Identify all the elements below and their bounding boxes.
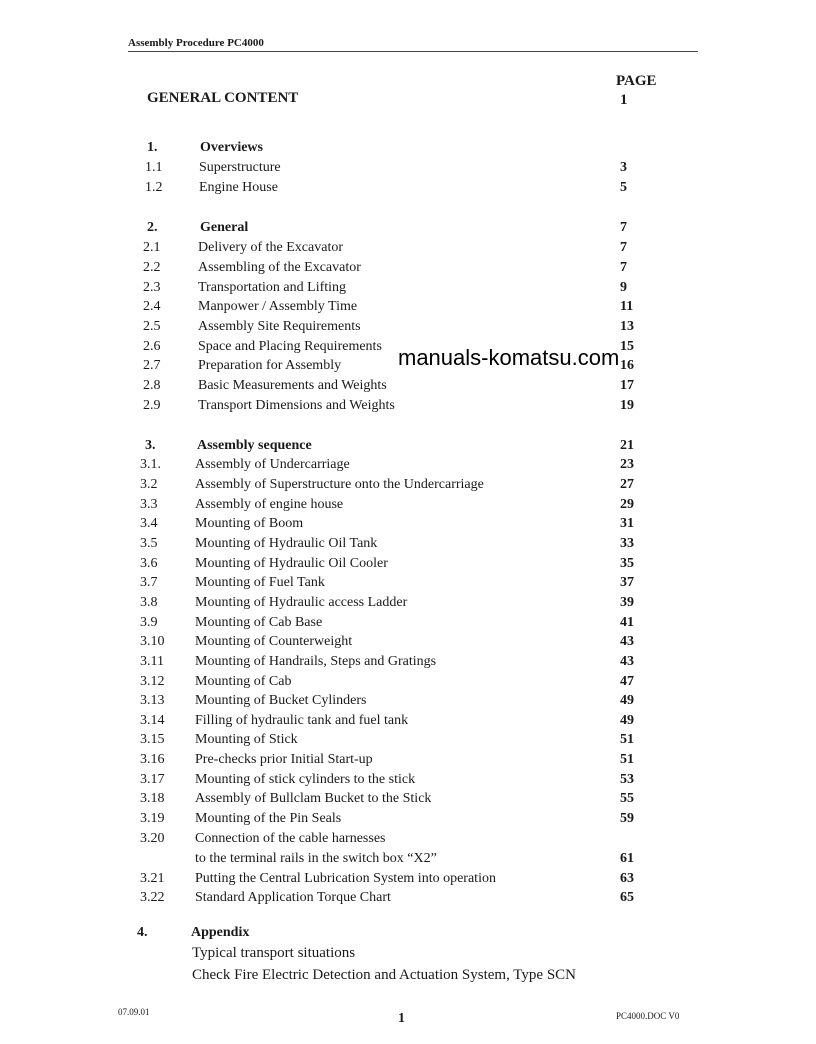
toc-title: Overviews <box>200 140 263 155</box>
page-column-label: PAGE <box>616 73 657 89</box>
toc-number: 3.12 <box>140 674 165 689</box>
toc-number: 2.8 <box>143 378 161 393</box>
toc-page: 33 <box>620 536 634 551</box>
toc-entry <box>0 555 816 573</box>
toc-entry <box>0 239 816 257</box>
general-content-title: GENERAL CONTENT <box>147 90 299 106</box>
toc-title: Mounting of Stick <box>195 732 298 747</box>
section-heading <box>0 139 816 157</box>
toc-number: 3.6 <box>140 556 158 571</box>
toc-title: Manpower / Assembly Time <box>198 299 358 314</box>
toc-number: 2.6 <box>143 339 161 354</box>
toc-number: 2.5 <box>143 319 161 334</box>
toc-entry <box>0 259 816 277</box>
toc-number: 2.4 <box>143 299 161 314</box>
toc-entry <box>0 456 816 474</box>
toc-page: 7 <box>620 220 627 235</box>
toc-page: 19 <box>620 398 634 413</box>
toc-number: 3.14 <box>140 713 165 728</box>
footer-date: 07.09.01 <box>118 1007 150 1017</box>
toc-page: 17 <box>620 378 634 393</box>
toc-page: 31 <box>620 516 634 531</box>
toc-number: 2.3 <box>143 280 161 295</box>
toc-title: Standard Application Torque Chart <box>195 890 391 905</box>
toc-entry <box>0 377 816 395</box>
toc-number: 3.1. <box>140 457 161 472</box>
toc-title: Mounting of Counterweight <box>195 634 353 649</box>
toc-title: Engine House <box>199 180 278 195</box>
header-title: Assembly Procedure PC4000 <box>128 37 264 49</box>
toc-title: Check Fire Electric Detection and Actuation System, Type SCN <box>192 967 577 983</box>
header-rule <box>128 51 698 52</box>
toc-entry <box>0 692 816 710</box>
toc-title: Mounting of Cab Base <box>195 615 323 630</box>
toc-page: 61 <box>620 851 634 866</box>
toc-page: 43 <box>620 654 634 669</box>
toc-entry <box>0 614 816 632</box>
toc-title: Mounting of Cab <box>195 674 292 689</box>
toc-number: 2.9 <box>143 398 161 413</box>
toc-title: Assembly of Superstructure onto the Undercarriage <box>195 477 484 492</box>
toc-page: 15 <box>620 339 634 354</box>
toc-title: Mounting of Hydraulic Oil Cooler <box>195 556 388 571</box>
toc-number: 3.9 <box>140 615 158 630</box>
toc-number: 3.22 <box>140 890 165 905</box>
toc-page: 39 <box>620 595 634 610</box>
toc-title: Transport Dimensions and Weights <box>198 398 395 413</box>
toc-title: to the terminal rails in the switch box “X2” <box>195 851 437 866</box>
toc-number: 3.19 <box>140 811 165 826</box>
toc-page: 51 <box>620 732 634 747</box>
toc-page: 7 <box>620 260 627 275</box>
toc-title: Mounting of Hydraulic access Ladder <box>195 595 408 610</box>
toc-number: 4. <box>137 925 148 940</box>
toc-entry <box>0 673 816 691</box>
toc-entry <box>0 889 816 907</box>
toc-page: 13 <box>620 319 634 334</box>
watermark-text[interactable]: manuals-komatsu.com <box>398 345 620 370</box>
toc-entry <box>0 633 816 651</box>
toc-title: Mounting of Hydraulic Oil Tank <box>195 536 378 551</box>
toc-page: 5 <box>620 180 627 195</box>
toc-entry <box>0 298 816 316</box>
toc-entry <box>0 653 816 671</box>
toc-number: 3. <box>145 438 156 453</box>
toc-entry <box>0 476 816 494</box>
toc-title: Pre-checks prior Initial Start-up <box>195 752 373 767</box>
toc-title: Mounting of Boom <box>195 516 304 531</box>
toc-number: 3.11 <box>140 654 164 669</box>
toc-title: Assembly of Bullclam Bucket to the Stick <box>195 791 432 806</box>
toc-page: 65 <box>620 890 634 905</box>
toc-number: 3.10 <box>140 634 165 649</box>
toc-entry <box>0 850 816 868</box>
toc-page: 29 <box>620 497 634 512</box>
toc-page: 35 <box>620 556 634 571</box>
toc-title: Mounting of the Pin Seals <box>195 811 342 826</box>
toc-page: 41 <box>620 615 634 630</box>
toc-entry <box>0 771 816 789</box>
toc-title: Mounting of stick cylinders to the stick <box>195 772 416 787</box>
general-content-page: 1 <box>620 92 628 108</box>
toc-page: 43 <box>620 634 634 649</box>
footer-doc-ref: PC4000.DOC V0 <box>616 1011 680 1021</box>
toc-number: 3.16 <box>140 752 165 767</box>
section-heading <box>0 924 816 942</box>
toc-entry <box>0 830 816 848</box>
toc-title: Assembly of engine house <box>195 497 344 512</box>
toc-number: 2.7 <box>143 358 161 373</box>
toc-entry <box>0 731 816 749</box>
toc-title: Assembling of the Excavator <box>198 260 361 275</box>
toc-title: Assembly of Undercarriage <box>195 457 350 472</box>
toc-entry <box>0 810 816 828</box>
toc-number: 2.2 <box>143 260 161 275</box>
toc-page: 21 <box>620 438 634 453</box>
toc-number: 2. <box>147 220 158 235</box>
toc-title: General <box>200 220 249 235</box>
toc-entry <box>0 594 816 612</box>
toc-title: Transportation and Lifting <box>198 280 347 295</box>
toc-entry <box>0 574 816 592</box>
toc-entry <box>0 515 816 533</box>
toc-number: 3.18 <box>140 791 165 806</box>
toc-title: Delivery of the Excavator <box>198 240 343 255</box>
toc-number: 3.4 <box>140 516 158 531</box>
toc-title: Assembly Site Requirements <box>198 319 361 334</box>
toc-entry <box>0 944 816 962</box>
toc-title: Space and Placing Requirements <box>198 339 382 354</box>
toc-entry <box>0 535 816 553</box>
toc-title: Preparation for Assembly <box>198 358 342 373</box>
toc-page: 59 <box>620 811 634 826</box>
toc-number: 3.20 <box>140 831 165 846</box>
toc-page: 49 <box>620 713 634 728</box>
toc-number: 3.7 <box>140 575 158 590</box>
toc-page: 16 <box>620 358 634 373</box>
toc-number: 1. <box>147 140 158 155</box>
toc-title: Mounting of Fuel Tank <box>195 575 325 590</box>
toc-page: 53 <box>620 772 634 787</box>
toc-page: 37 <box>620 575 634 590</box>
toc-page: 51 <box>620 752 634 767</box>
toc-number: 3.21 <box>140 871 165 886</box>
toc-title: Putting the Central Lubrication System into operation <box>195 871 496 886</box>
toc-entry <box>0 279 816 297</box>
toc-page: 11 <box>620 299 634 314</box>
toc-title: Typical transport situations <box>192 945 356 961</box>
toc-entry <box>0 318 816 336</box>
toc-title: Assembly sequence <box>197 438 312 453</box>
toc-entry <box>0 496 816 514</box>
toc-entry <box>0 751 816 769</box>
toc-title: Superstructure <box>199 160 281 175</box>
footer-page-number: 1 <box>398 1011 405 1026</box>
toc-title: Filling of hydraulic tank and fuel tank <box>195 713 409 728</box>
toc-page: 23 <box>620 457 634 472</box>
section-heading <box>0 437 816 455</box>
toc-entry <box>0 159 816 177</box>
toc-title: Basic Measurements and Weights <box>198 378 387 393</box>
toc-page: 47 <box>620 674 634 689</box>
toc-page: 9 <box>620 280 627 295</box>
toc-page: 63 <box>620 871 634 886</box>
toc-title: Connection of the cable harnesses <box>195 831 386 846</box>
toc-number: 3.8 <box>140 595 158 610</box>
toc-entry <box>0 870 816 888</box>
toc-number: 3.15 <box>140 732 165 747</box>
toc-entry <box>0 397 816 415</box>
toc-page: 55 <box>620 791 634 806</box>
section-heading <box>0 219 816 237</box>
toc-page: 49 <box>620 693 634 708</box>
toc-number: 3.3 <box>140 497 158 512</box>
toc-entry <box>0 712 816 730</box>
toc-number: 3.17 <box>140 772 165 787</box>
toc-page: 27 <box>620 477 634 492</box>
toc-title: Appendix <box>191 925 250 940</box>
toc-entry <box>0 179 816 197</box>
toc-number: 3.13 <box>140 693 165 708</box>
toc-number: 1.1 <box>145 160 163 175</box>
toc-number: 3.2 <box>140 477 158 492</box>
toc-title: Mounting of Handrails, Steps and Gratings <box>195 654 437 669</box>
toc-title: Mounting of Bucket Cylinders <box>195 693 367 708</box>
toc-page: 7 <box>620 240 627 255</box>
toc-number: 2.1 <box>143 240 161 255</box>
toc-entry <box>0 966 816 984</box>
toc-page: 3 <box>620 160 627 175</box>
toc-number: 3.5 <box>140 536 158 551</box>
toc-number: 1.2 <box>145 180 163 195</box>
toc-entry <box>0 790 816 808</box>
